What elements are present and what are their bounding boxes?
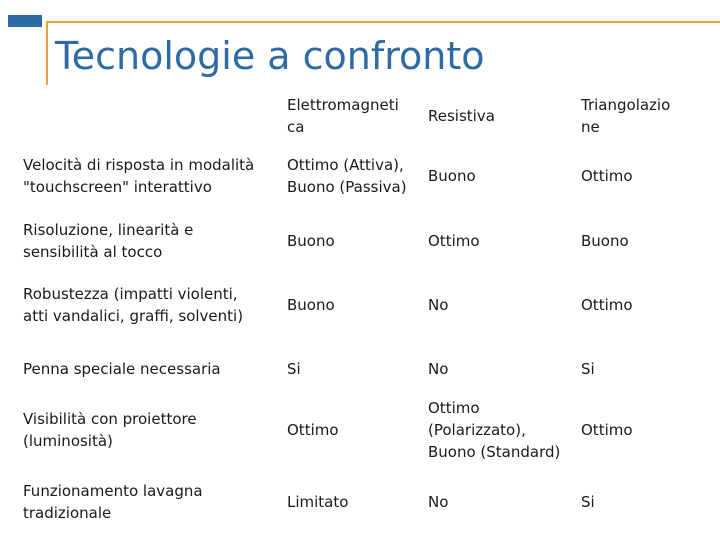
row-label-lavagna: Funzionamento lavagna tradizionale [23,482,203,522]
cell-visibilita-triangolazione: Ottimo [581,421,633,439]
row-label-penna: Penna speciale necessaria [23,360,221,378]
cell-penna-elettromagnetica: Si [287,360,301,378]
row-label-risoluzione: Risoluzione, linearità e sensibilità al tocco [23,221,194,261]
decorative-vertical-rule [46,21,48,85]
cell-robustezza-elettromagnetica: Buono [287,296,335,314]
cell-risoluzione-resistiva: Ottimo [428,232,480,250]
row-label-visibilita: Visibilità con proiettore (luminosità) [23,410,197,450]
row-label-velocita: Velocità di risposta in modalità "touchscreen" interattivo [23,156,255,196]
row-label-robustezza: Robustezza (impatti violenti, atti vandalici, graffi, solventi) [23,285,244,325]
cell-velocita-resistiva: Buono [428,167,476,185]
cell-penna-triangolazione: Si [581,360,595,378]
decorative-rule [46,21,720,23]
cell-lavagna-triangolazione: Si [581,493,595,511]
decorative-square [8,15,42,27]
cell-robustezza-resistiva: No [428,296,449,314]
cell-velocita-triangolazione: Ottimo [581,167,633,185]
slide-title: Tecnologie a confronto [55,34,485,78]
cell-risoluzione-triangolazione: Buono [581,232,629,250]
cell-velocita-elettromagnetica: Ottimo (Attiva), Buono (Passiva) [287,156,407,196]
header-resistiva: Resistiva [428,107,495,125]
cell-lavagna-elettromagnetica: Limitato [287,493,349,511]
cell-visibilita-elettromagnetica: Ottimo [287,421,339,439]
header-triangolazione: Triangolazio ne [581,96,671,136]
cell-robustezza-triangolazione: Ottimo [581,296,633,314]
cell-lavagna-resistiva: No [428,493,449,511]
cell-penna-resistiva: No [428,360,449,378]
cell-visibilita-resistiva: Ottimo (Polarizzato), Buono (Standard) [428,399,561,461]
cell-risoluzione-elettromagnetica: Buono [287,232,335,250]
header-elettromagnetica: Elettromagneti ca [287,96,399,136]
